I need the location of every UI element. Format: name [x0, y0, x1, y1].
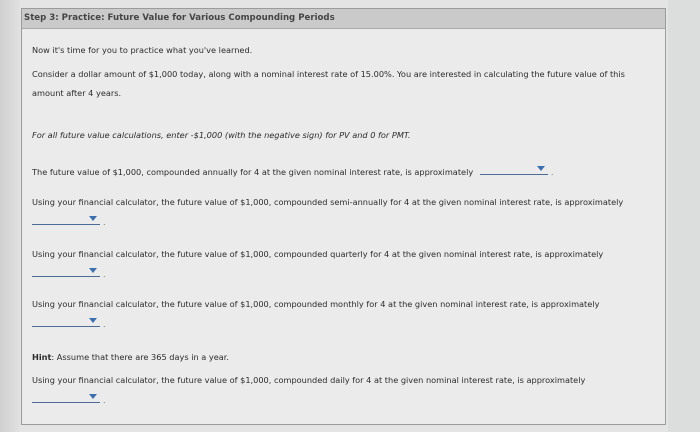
answer-dropdown-annual[interactable]	[480, 164, 548, 175]
hint-label: Hint	[32, 352, 52, 362]
scenario-text: Consider a dollar amount of $1,000 today, along with a nominal interest rate of 15.00%. You are interested in calculating the future value of this	[32, 69, 625, 79]
question-text: Using your financial calculator, the future value of $1,000, compounded quarterly for 4 at the given nominal interest rate, is approximately	[32, 249, 604, 259]
page-margin-right	[668, 0, 700, 432]
answer-row-semiannual	[28, 214, 106, 227]
practice-panel	[21, 8, 666, 425]
question-semiannual	[32, 197, 623, 207]
answer-dropdown-monthly[interactable]	[32, 316, 100, 327]
answer-row-quarterly	[28, 266, 106, 279]
question-annual	[32, 164, 553, 177]
answer-row-monthly	[28, 316, 106, 329]
question-daily	[32, 375, 585, 385]
period: .	[550, 168, 554, 177]
screen-bezel-left	[0, 0, 20, 432]
question-text: Using your financial calculator, the future value of $1,000, compounded monthly for 4 at the given nominal interest rate, is approximately	[32, 299, 600, 309]
chevron-down-icon	[89, 318, 97, 323]
question-quarterly	[32, 249, 603, 259]
intro-text: Now it's time for you to practice what you've learned.	[32, 45, 253, 55]
answer-row-daily	[28, 392, 106, 405]
instruction-text: For all future value calculations, enter -$1,000 (with the negative sign) for PV and 0 for PMT.	[32, 130, 411, 140]
period: .	[103, 270, 106, 279]
chevron-down-icon	[89, 216, 97, 221]
period: .	[103, 396, 106, 405]
period: .	[103, 320, 106, 329]
chevron-down-icon	[89, 268, 97, 273]
question-text: Using your financial calculator, the future value of $1,000, compounded semi-annually for 4 at the given nominal interest rate, is approximately	[32, 197, 624, 207]
question-monthly	[32, 299, 599, 309]
chevron-down-icon	[537, 166, 545, 171]
question-text: Using your financial calculator, the future value of $1,000, compounded daily for 4 at the given nominal interest rate, is approximately	[32, 375, 586, 385]
panel-title: Step 3: Practice: Future Value for Various Compounding Periods	[22, 9, 665, 29]
answer-dropdown-daily[interactable]	[32, 392, 100, 403]
hint-text: : Assume that there are 365 days in a year.	[51, 352, 229, 362]
period: .	[103, 218, 106, 227]
answer-dropdown-semiannual[interactable]	[32, 214, 100, 225]
chevron-down-icon	[89, 394, 97, 399]
question-text: The future value of $1,000, compounded annually for 4 at the given nominal interest rate, is approximately	[32, 167, 474, 177]
scenario-text-cont: amount after 4 years.	[32, 88, 122, 98]
hint	[32, 352, 229, 362]
answer-dropdown-quarterly[interactable]	[32, 266, 100, 277]
